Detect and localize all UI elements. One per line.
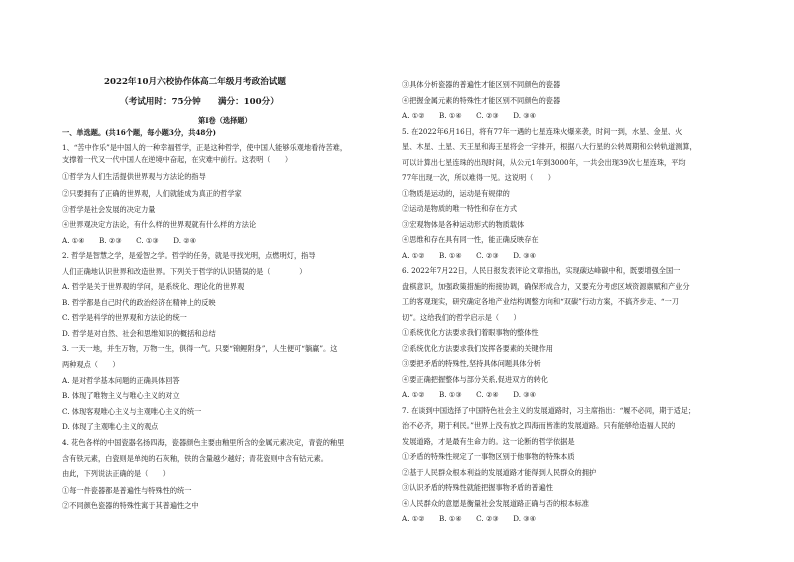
option-line: B. 哲学都是自己时代的政治经济在精神上的反映 [62, 298, 216, 307]
answer-choices: A. ①② B. ①④ C. ②③ D. ③④ [402, 514, 537, 523]
option-line: ④要正确把握整体与部分关系,促进双方的转化 [402, 375, 549, 384]
option-line: ③哲学是社会发展的决定力量 [62, 205, 156, 214]
question-line: 星、木星、土星、天王星和海王星将会一字排开，根据八大行星的公转周期和公转轨道测算， [402, 142, 697, 151]
option-line: ③宏观物体是各种运动形式的物质载体 [402, 220, 525, 229]
option-line: ①矛盾的特殊性规定了一事物区别于他事物的特殊本质 [402, 452, 575, 461]
question-line: 4. 花色各样的中国瓷器名扬四海，瓷器颜色主要由釉里所含的金属元素决定，青瓷的釉里 [62, 438, 345, 447]
page-title: 2022年10月六校协作体高二年级月考政治试题 [104, 77, 286, 87]
option-line: ②基于人民群众根本利益的发展道路才能得到人民群众的拥护 [402, 468, 597, 477]
answer-choices: A. ①② B. ①③ C. ②④ D. ③④ [402, 390, 537, 399]
option-line: ②只要拥有了正确的世界观，人们就能成为真正的哲学家 [62, 189, 242, 198]
option-line: ④世界观决定方法论，有什么样的世界观就有什么样的方法论 [62, 220, 257, 229]
option-line: A. 是对哲学基本问题的正确具体回答 [62, 376, 180, 385]
option-line: ①每一件瓷器都是普遍性与特殊性的统一 [62, 486, 192, 495]
question-line: 可以计算出七星连珠的出现时间，从公元1年到3000年，一共会出现39次七星连珠，平均 [402, 158, 686, 167]
option-line: C. 体现客观唯心主义与主观唯心主义的统一 [62, 407, 202, 416]
question-line: 含有铁元素，白瓷则是单纯的石灰釉，铁的含量越少越好；青花瓷则中含有钴元素。 [62, 454, 328, 463]
option-line: ④人民群众的意愿是衡量社会发展道路正确与否的根本标准 [402, 499, 589, 508]
option-line: ④把握金属元素的特殊性才能区别不同颜色的瓷器 [402, 96, 561, 105]
option-line: ③具体分析瓷器的普遍性才能区别不同颜色的瓷器 [402, 80, 561, 89]
section-title: 一、单选题。(共16个题，每小题3分，共48分) [62, 128, 216, 137]
question-line: 支撑着一代又一代中国人在逆境中奋起，在灾难中前行。这表明（ ） [62, 155, 293, 164]
option-line: C. 哲学是科学的世界观和方法论的统一 [62, 313, 187, 322]
option-line: ③认识矛盾的特殊性就能把握事物矛盾的普遍性 [402, 483, 553, 492]
question-line: 发展道路，才是最有生命力的。这一论断的哲学依据是 [402, 437, 575, 446]
option-line: ①哲学为人们生活提供世界观与方法论的指导 [62, 172, 206, 181]
question-line: 工的客观现实，研究确定各地产业结构调整方向和“双碳”行动方案，不搞齐步走、“一刀 [402, 297, 679, 306]
option-line: ③要把矛盾的特殊性,坚持具体问题具体分析 [402, 359, 541, 368]
question-line: 1、“苦中作乐”是中国人的一种幸福哲学，正是这种哲学，使中国人能够乐观地看待苦难， [62, 143, 348, 152]
option-line: ②不同颜色瓷器的特殊性寓于其普遍性之中 [62, 501, 199, 510]
question-line: 77年出现一次，所以难得一见。这说明（ ） [402, 173, 555, 182]
option-line: ②运动是物质的唯一特性和存在方式 [402, 204, 518, 213]
part-title: 第Ⅰ卷（选择题） [198, 116, 252, 125]
question-line: 盘棋意识，加强政策措施的衔接协调，确保形成合力，又要充分考虑区域资源禀赋和产业分 [402, 282, 690, 291]
question-line: 两种观点（ ） [62, 360, 120, 369]
question-line: 2. 哲学是智慧之学，是爱智之学。哲学的任务，就是寻找光明，点燃明灯，指导 [62, 251, 316, 260]
option-line: D. 哲学是对自然、社会和思维知识的概括和总结 [62, 329, 216, 338]
option-line: B. 体现了唯物主义与唯心主义的对立 [62, 391, 180, 400]
question-line: 5. 在2022年6月16日，将有77年一遇的七星连珠火爆来袭，时间一到，水星、金星、火 [402, 127, 683, 136]
option-line: ④思维和存在具有同一性，能正确反映存在 [402, 235, 539, 244]
option-line: A. 哲学是关于世界观的学问，是系统化、理论化的世界观 [62, 282, 245, 291]
answer-choices: A. ①② B. ①④ C. ②③ D. ③④ [402, 111, 537, 120]
answer-choices: A. ①④ B. ②③ C. ①③ D. ②④ [62, 236, 197, 245]
option-line: ①物质是运动的，运动是有规律的 [402, 189, 510, 198]
option-line: ②系统优化方法要求我们发挥各要素的关键作用 [402, 344, 553, 353]
option-line: D. 体现了主观唯心主义的观点 [62, 422, 159, 431]
question-line: 由此，下列说法正确的是（ ） [62, 469, 170, 478]
question-line: 治不必齐，期于利民。”世界上没有放之四海而皆准的发展道路。只有能够给造福人民的 [402, 421, 676, 430]
question-line: 3. 一天一地，并生万物，万物一生，俱得一气。只要“锦鲤附身”，人生便可“躺赢”。这 [62, 344, 338, 353]
question-line: 7. 在谈到中国选择了中国特色社会主义的发展道路时，习主席指出：“履不必同，期于适足； [402, 406, 696, 415]
question-line: 人们正确地认识世界和改造世界。下列关于哲学的认识错误的是（ ） [62, 267, 307, 276]
question-line: 切”。这给我们的哲学启示是（ ） [402, 313, 521, 322]
question-line: 6. 2022年7月22日，人民日报发表评论文章指出，实现碳达峰碳中和，既要增强全国一 [402, 266, 681, 275]
option-line: ①系统优化方法要求我们着眼事物的整体性 [402, 328, 539, 337]
answer-choices: A. ①② B. ①④ C. ②③ D. ③④ [402, 251, 537, 260]
exam-info: （考试用时：75分钟 满分：100分） [120, 97, 279, 107]
